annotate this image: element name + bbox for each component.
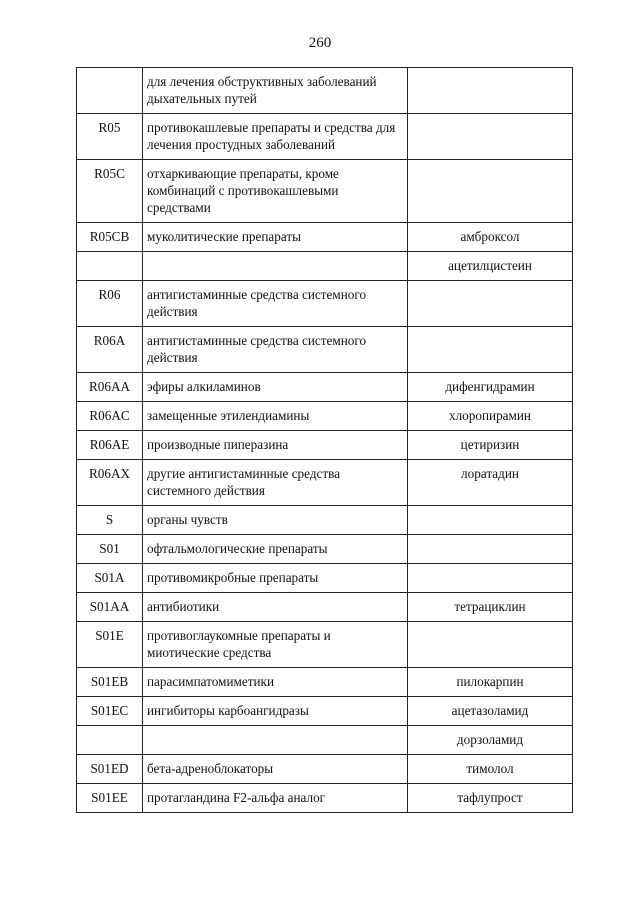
table-row [77, 114, 573, 160]
atc-code-cell: S01EC [77, 697, 143, 726]
atc-name-cell [143, 252, 408, 281]
atc-code-cell: R06 [77, 281, 143, 327]
atc-drug-table [76, 67, 573, 813]
atc-name-cell: ингибиторы карбоангидразы [143, 697, 408, 726]
drug-name-cell: тетрациклин [408, 593, 573, 622]
atc-name-cell: антигистаминные средства системного действия [143, 327, 408, 373]
table-row [77, 281, 573, 327]
atc-code-cell: S01ED [77, 755, 143, 784]
table-row [77, 402, 573, 431]
drug-name-cell: ацетилцистеин [408, 252, 573, 281]
atc-name-cell: протагландина F2-альфа аналог [143, 784, 408, 813]
table-row [77, 373, 573, 402]
atc-code-cell [77, 252, 143, 281]
atc-code-cell: R06AC [77, 402, 143, 431]
drug-name-cell [408, 535, 573, 564]
atc-name-cell: противоглаукомные препараты и миотические средства [143, 622, 408, 668]
atc-name-cell: отхаркивающие препараты, кроме комбинаций с противокашлевыми средствами [143, 160, 408, 223]
drug-name-cell: хлоропирамин [408, 402, 573, 431]
drug-name-cell: цетиризин [408, 431, 573, 460]
table-row [77, 460, 573, 506]
table-row [77, 755, 573, 784]
atc-name-cell: органы чувств [143, 506, 408, 535]
atc-code-cell: R05 [77, 114, 143, 160]
drug-name-cell [408, 114, 573, 160]
atc-code-cell: R06AA [77, 373, 143, 402]
atc-code-cell: S01A [77, 564, 143, 593]
drug-name-cell [408, 622, 573, 668]
atc-name-cell: эфиры алкиламинов [143, 373, 408, 402]
drug-name-cell: амброксол [408, 223, 573, 252]
drug-name-cell [408, 68, 573, 114]
atc-code-cell: S01 [77, 535, 143, 564]
table-row [77, 697, 573, 726]
atc-table-body [77, 68, 573, 813]
atc-code-cell: S01AA [77, 593, 143, 622]
table-row [77, 535, 573, 564]
drug-name-cell: ацетазоламид [408, 697, 573, 726]
atc-code-cell: R05CB [77, 223, 143, 252]
drug-name-cell [408, 506, 573, 535]
drug-name-cell: пилокарпин [408, 668, 573, 697]
table-row [77, 593, 573, 622]
drug-name-cell [408, 327, 573, 373]
drug-name-cell [408, 564, 573, 593]
table-row [77, 431, 573, 460]
drug-name-cell: тафлупрост [408, 784, 573, 813]
table-row [77, 68, 573, 114]
atc-name-cell: производные пиперазина [143, 431, 408, 460]
atc-name-cell: другие антигистаминные средства системного действия [143, 460, 408, 506]
table-row [77, 506, 573, 535]
drug-name-cell: дорзоламид [408, 726, 573, 755]
atc-code-cell: S01EB [77, 668, 143, 697]
drug-name-cell: лоратадин [408, 460, 573, 506]
table-row [77, 223, 573, 252]
atc-code-cell: S01EE [77, 784, 143, 813]
atc-name-cell: офтальмологические препараты [143, 535, 408, 564]
table-row [77, 784, 573, 813]
table-row [77, 160, 573, 223]
atc-code-cell: R05C [77, 160, 143, 223]
atc-code-cell: R06A [77, 327, 143, 373]
table-row [77, 252, 573, 281]
atc-name-cell: парасимпатомиметики [143, 668, 408, 697]
atc-code-cell [77, 68, 143, 114]
drug-name-cell: тимолол [408, 755, 573, 784]
atc-name-cell: бета-адреноблокаторы [143, 755, 408, 784]
drug-name-cell [408, 160, 573, 223]
atc-code-cell: R06AE [77, 431, 143, 460]
table-row [77, 564, 573, 593]
table-row [77, 622, 573, 668]
table-row [77, 668, 573, 697]
atc-name-cell: антибиотики [143, 593, 408, 622]
atc-name-cell: антигистаминные средства системного действия [143, 281, 408, 327]
atc-name-cell: для лечения обструктивных заболеваний дыхательных путей [143, 68, 408, 114]
table-row [77, 327, 573, 373]
atc-name-cell: противокашлевые препараты и средства для лечения простудных заболеваний [143, 114, 408, 160]
page-number: 260 [308, 35, 332, 51]
atc-name-cell: замещенные этилендиамины [143, 402, 408, 431]
atc-name-cell: муколитические препараты [143, 223, 408, 252]
table-row [77, 726, 573, 755]
atc-code-cell: S01E [77, 622, 143, 668]
atc-code-cell: S [77, 506, 143, 535]
atc-code-cell [77, 726, 143, 755]
drug-name-cell: дифенгидрамин [408, 373, 573, 402]
atc-name-cell: противомикробные препараты [143, 564, 408, 593]
atc-name-cell [143, 726, 408, 755]
atc-code-cell: R06AX [77, 460, 143, 506]
drug-name-cell [408, 281, 573, 327]
